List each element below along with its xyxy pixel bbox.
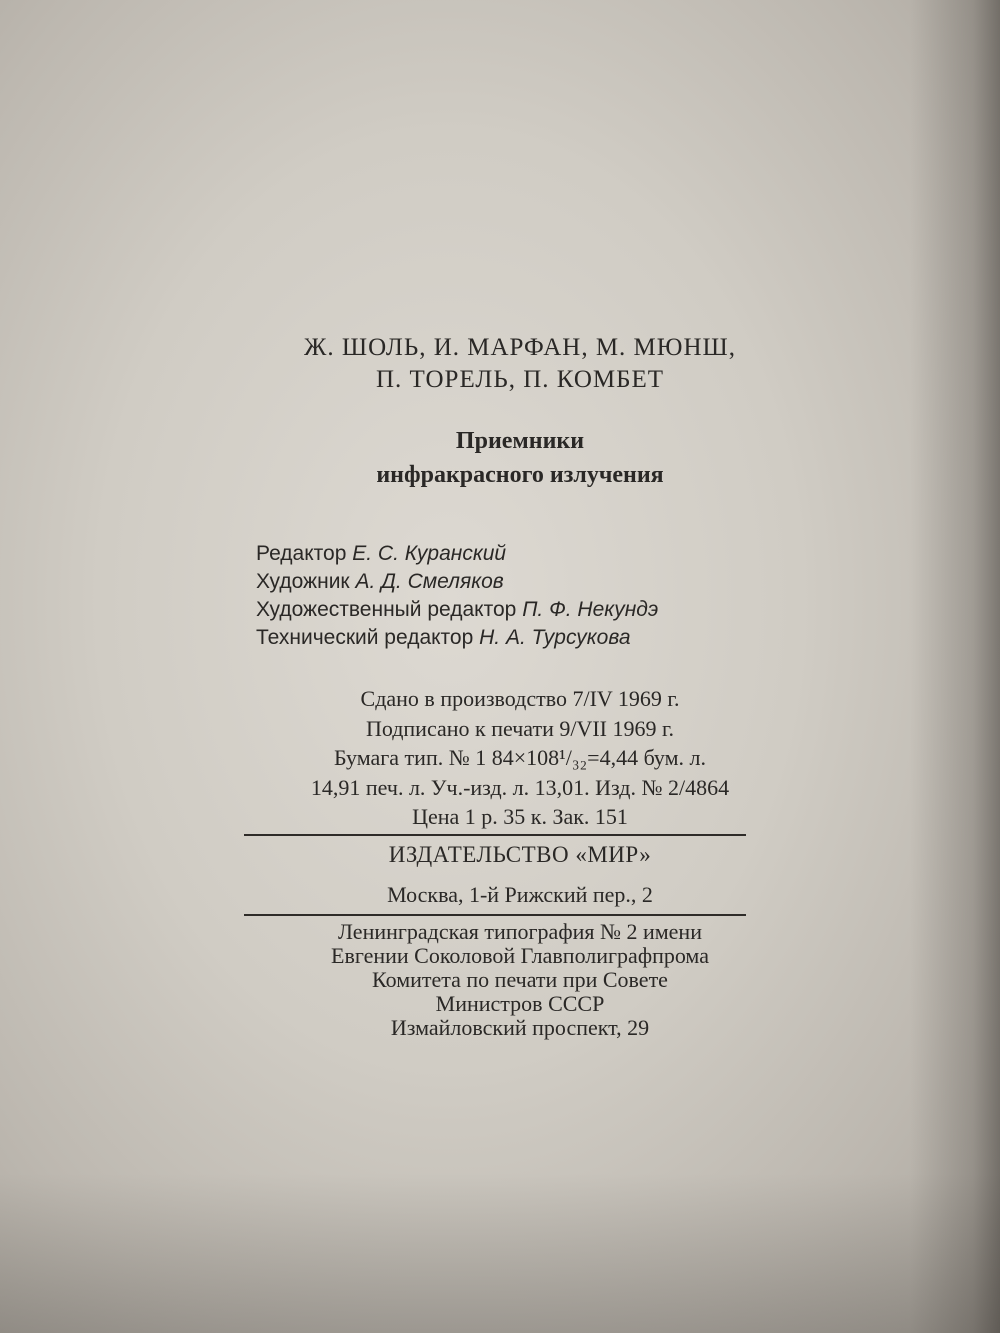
staff-name: П. Ф. Некундэ — [522, 598, 659, 621]
staff-row-editor — [256, 540, 658, 568]
print-info-line: 14,91 печ. л. Уч.-изд. л. 13,01. Изд. № 2/4864 — [310, 774, 730, 800]
page-shadow — [0, 1173, 1000, 1333]
print-info-line: Бумага тип. № 1 84×108¹/₃₂=4,44 бум. л. — [333, 745, 707, 770]
staff-credits — [256, 540, 658, 652]
printer-line: Измайловский проспект, 29 — [390, 1015, 650, 1040]
print-info — [240, 684, 800, 832]
staff-role: Художник — [256, 570, 350, 593]
staff-row-artist — [256, 568, 658, 596]
printer-line: Комитета по печати при Совете — [372, 967, 668, 992]
book-title — [240, 424, 800, 492]
printer-line: Евгении Соколовой Главполиграфпрома — [331, 943, 709, 968]
book-title-line: инфракрасного излучения — [376, 462, 664, 488]
divider-rule — [244, 914, 746, 916]
printer-line: Министров СССР — [435, 991, 605, 1016]
publisher-name: ИЗДАТЕЛЬСТВО «МИР» — [388, 842, 652, 867]
divider-rule — [244, 834, 746, 836]
staff-role: Художественный редактор — [256, 598, 517, 621]
page-shadow — [910, 0, 1000, 1333]
printer-line: Ленинградская типография № 2 имени — [338, 919, 702, 944]
authors — [240, 332, 800, 396]
staff-row-art-editor — [256, 596, 658, 624]
print-info-line: Подписано к печати 9/VII 1969 г. — [365, 715, 675, 741]
authors-line: Ж. ШОЛЬ, И. МАРФАН, М. МЮНШ, — [303, 334, 737, 361]
staff-role: Редактор — [256, 542, 347, 565]
staff-row-tech-editor — [256, 624, 658, 652]
staff-role: Технический редактор — [256, 626, 474, 649]
printer-info — [240, 920, 800, 1040]
book-title-line: Приемники — [455, 428, 585, 454]
print-info-line: Сдано в производство 7/IV 1969 г. — [360, 686, 680, 711]
authors-line: П. ТОРЕЛЬ, П. КОМБЕТ — [376, 366, 664, 393]
print-info-line: Цена 1 р. 35 к. Зак. 151 — [412, 804, 628, 829]
staff-name: Е. С. Куранский — [352, 542, 507, 565]
staff-name: Н. А. Турсукова — [479, 626, 631, 649]
staff-name: А. Д. Смеляков — [355, 570, 504, 593]
publisher-address: Москва, 1-й Рижский пер., 2 — [387, 882, 653, 907]
